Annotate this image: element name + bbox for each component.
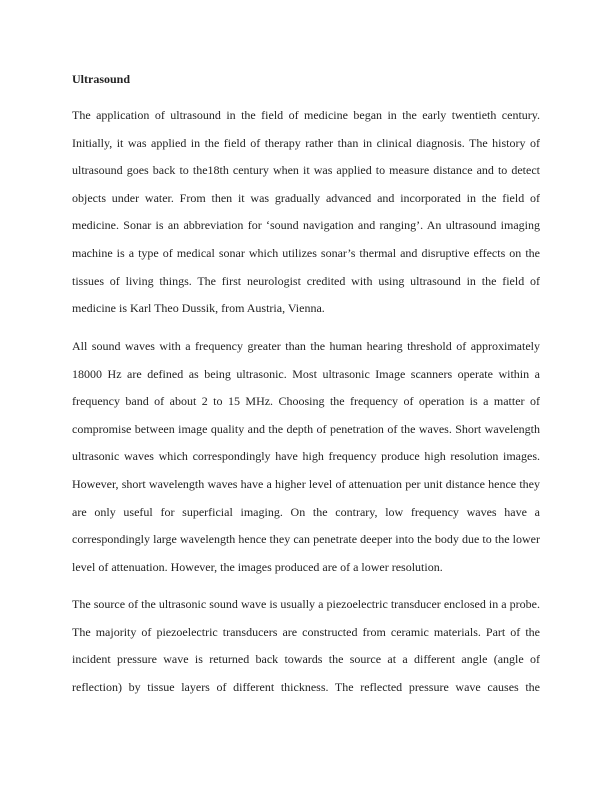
text-line: correspondingly large wavelength hence they can penetrate deeper into the body due to the lower xyxy=(72,532,540,547)
text-line: The application of ultrasound in the field of medicine began in the early twentieth century. xyxy=(72,108,540,122)
text-line: tissues of living things. The first neurologist credited with using ultrasound in the field of xyxy=(72,273,540,288)
text-line: medicine. Sonar is an abbreviation for ‘sound navigation and ranging’. An ultrasound imaging xyxy=(72,218,540,233)
paragraph-3 xyxy=(72,591,540,701)
paragraph-1 xyxy=(72,102,540,323)
text-line: frequency band of about 2 to 15 MHz. Choosing the frequency of operation is a matter of xyxy=(72,394,540,409)
text-line: ultrasonic waves which correspondingly have high frequency produce high resolution images. xyxy=(72,449,540,464)
text-line: objects under water. From then it was gradually advanced and incorporated in the field of xyxy=(72,190,540,205)
text-line: The source of the ultrasonic sound wave is usually a piezoelectric transducer enclosed in a probe. xyxy=(72,597,540,611)
text-line: All sound waves with a frequency greater than the human hearing threshold of approximately xyxy=(72,339,540,353)
section-heading: Ultrasound xyxy=(72,72,131,86)
text-line: level of attenuation. However, the images produced are of a lower resolution. xyxy=(72,559,443,574)
text-line: 18000 Hz are defined as being ultrasonic. Most ultrasonic Image scanners operate within a xyxy=(72,366,540,381)
text-line: However, short wavelength waves have a higher level of attenuation per unit distance hence they xyxy=(72,476,540,491)
text-line: The majority of piezoelectric transducers are constructed from ceramic materials. Part of the xyxy=(72,624,540,639)
text-line: incident pressure wave is returned back towards the source at a different angle (angle of xyxy=(72,652,540,667)
text-line: Initially, it was applied in the field of therapy rather than in clinical diagnosis. The history of xyxy=(72,135,540,150)
paragraph-2 xyxy=(72,333,540,581)
text-line: reflection) by tissue layers of different thickness. The reflected pressure wave causes the xyxy=(72,679,540,694)
text-line: medicine is Karl Theo Dussik, from Austria, Vienna. xyxy=(72,301,325,316)
text-line: are only useful for superficial imaging. On the contrary, low frequency waves have a xyxy=(72,504,540,519)
text-line: compromise between image quality and the depth of penetration of the waves. Short wavelength xyxy=(72,421,540,436)
text-line: ultrasound goes back to the18th century when it was applied to measure distance and to detect xyxy=(72,163,540,178)
text-line: machine is a type of medical sonar which utilizes sonar’s thermal and disruptive effects on the xyxy=(72,245,540,260)
